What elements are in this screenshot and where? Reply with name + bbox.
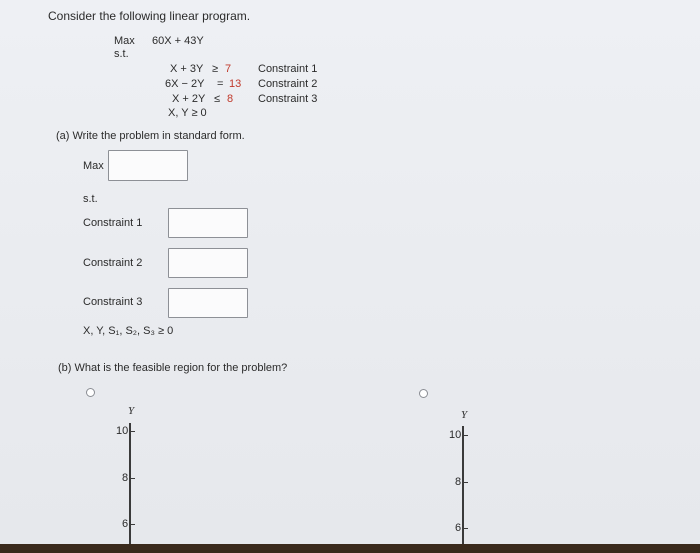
constraint-1-rhs: 7: [225, 63, 232, 75]
standard-constraint-2-label: Constraint 2: [83, 257, 143, 269]
graph-2-tick-mark-8: [462, 482, 468, 483]
constraint-3-op: ≤: [214, 93, 221, 105]
constraint-2-lhs: 6X − 2Y: [165, 78, 205, 90]
graph-1-y-axis-label: Y: [128, 405, 135, 417]
graph-1-tick-8: 8: [122, 472, 129, 484]
graph-2-tick-mark-10: [462, 435, 468, 436]
objective-expression: 60X + 43Y: [152, 35, 204, 47]
graph-1-tick-mark-10: [129, 431, 135, 432]
graph-option-2-radio[interactable]: [419, 389, 428, 398]
constraint-1-lhs: X + 3Y: [170, 63, 204, 75]
standard-constraint-3-label: Constraint 3: [83, 296, 143, 308]
graph-2-tick-8: 8: [455, 476, 462, 488]
graph-2-tick-6: 6: [455, 522, 462, 534]
st-label: s.t.: [114, 48, 129, 60]
bottom-edge: [0, 544, 700, 553]
constraint-2-answer-box[interactable]: [168, 248, 248, 278]
constraint-1-answer-box[interactable]: [168, 208, 248, 238]
graph-1-tick-6: 6: [122, 518, 129, 530]
standard-max-label: Max: [83, 160, 104, 172]
constraint-2-op: =: [217, 78, 224, 90]
graph-2-y-axis: [462, 426, 464, 544]
intro-text: Consider the following linear program.: [48, 9, 251, 23]
constraint-2-rhs: 13: [229, 78, 242, 90]
graph-1-tick-mark-8: [129, 478, 135, 479]
graph-2-tick-10: 10: [449, 429, 462, 441]
nonnegativity: X, Y ≥ 0: [168, 107, 207, 119]
standard-constraint-1-label: Constraint 1: [83, 217, 143, 229]
standard-st-label: s.t.: [83, 193, 98, 205]
part-a-question: (a) Write the problem in standard form.: [56, 130, 245, 142]
part-b-question: (b) What is the feasible region for the problem?: [58, 362, 288, 374]
constraint-2-name: Constraint 2: [258, 78, 318, 90]
graph-1-tick-mark-6: [129, 524, 135, 525]
standard-nonnegativity: X, Y, S₁, S₂, S₃ ≥ 0: [83, 325, 174, 337]
constraint-1-op: ≥: [212, 63, 219, 75]
constraint-3-answer-box[interactable]: [168, 288, 248, 318]
constraint-3-name: Constraint 3: [258, 93, 318, 105]
constraint-1-name: Constraint 1: [258, 63, 318, 75]
graph-option-1-radio[interactable]: [86, 388, 95, 397]
constraint-3-lhs: X + 2Y: [172, 93, 206, 105]
objective-label: Max: [114, 35, 135, 47]
graph-1-y-axis: [129, 423, 131, 544]
graph-2-tick-mark-6: [462, 528, 468, 529]
objective-answer-box[interactable]: [108, 150, 188, 181]
constraint-3-rhs: 8: [227, 93, 234, 105]
graph-2-y-axis-label: Y: [461, 409, 468, 421]
graph-1-tick-10: 10: [116, 425, 129, 437]
